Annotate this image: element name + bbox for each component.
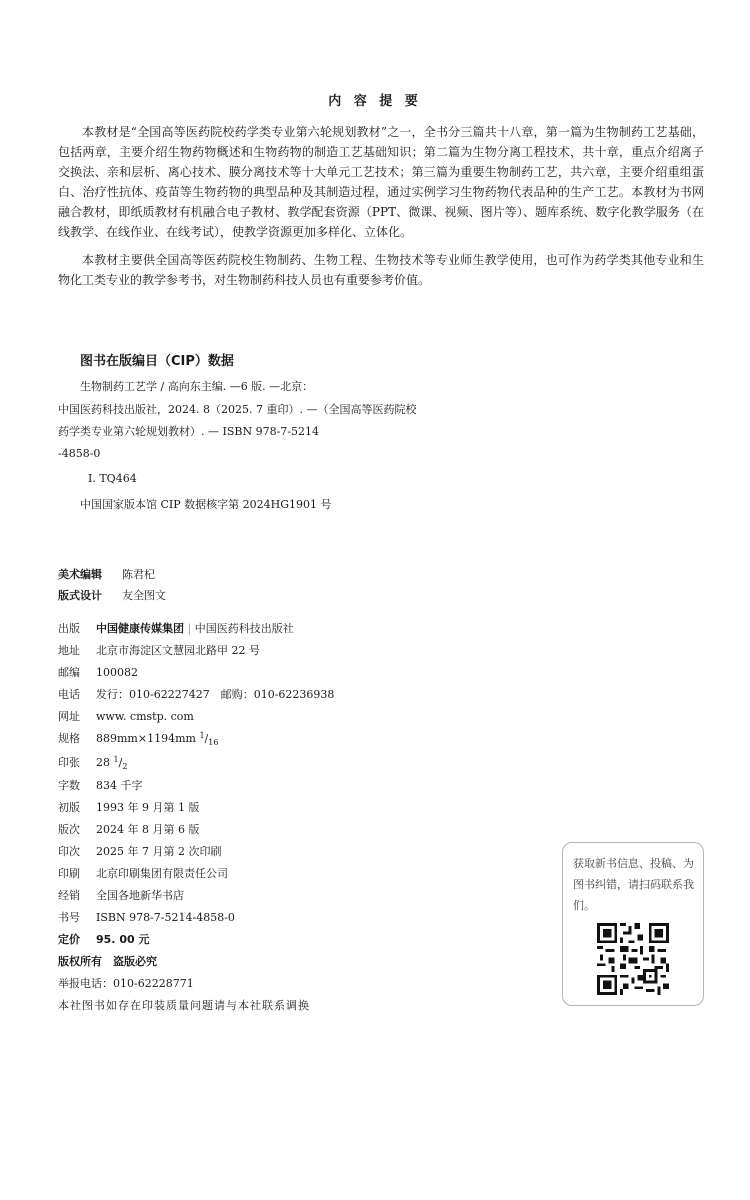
qr-code-icon[interactable]: [597, 923, 669, 995]
address-row: [58, 642, 260, 658]
phone-value: 发行：010-62227427 邮购：010-62236938: [96, 688, 335, 701]
website-label: 网址: [58, 710, 80, 723]
publisher-group: 中国健康传媒集团: [96, 622, 184, 635]
first-edition-label: 初版: [58, 801, 80, 814]
printing-value: 2025 年 7 月第 2 次印刷: [96, 845, 222, 858]
words-value: 834 千字: [96, 779, 143, 792]
website-row: [58, 708, 194, 724]
distributor-label: 经销: [58, 889, 80, 902]
format-row: 规格 889mm×1194mm $^1/_{16}$: [58, 731, 219, 747]
distributor-value: 全国各地新华书店: [96, 889, 184, 902]
summary-paragraph-1: 本教材是“全国高等医药院校药学类专业第六轮规划教材”之一，全书分三篇共十八章，第一篇为生物制药工艺基础，包括两章，主要介绍生物药物概述和生物药物的制造工艺基础知识；第二篇为生物分离工程技术，共十章，重点介绍离子交换法、亲和层析、离心技术、膜分离技术等十大单元工艺技术；第三篇为重要生物制药工艺，共六章，主要介绍重组蛋白、治疗性抗体、疫苗等生物药物的典型品种及其制造过程，通过实例学习生物药物代表品种的生产工艺。本教材为书网融合教材，即纸质教材有机融合电子教材、教学配套资源（PPT、微课、视频、图片等）、题库系统、数字化教学服务（在线教学、在线作业、在线考试），使教学资源更加多样化、立体化。: [58, 125, 704, 239]
publisher-name: 中国医药科技出版社: [194, 622, 294, 635]
sheets-label: 印张: [58, 756, 80, 769]
postcode-value: 100082: [96, 666, 138, 679]
cip-record-number: 中国国家版本馆 CIP 数据核字第 2024HG1901 号: [80, 498, 332, 511]
cip-line-1: 生物制药工艺学 / 高向东主编. —6 版. —北京：: [80, 380, 314, 393]
layout-design-label: 版式设计: [58, 589, 102, 602]
words-row: [58, 777, 143, 793]
printer-row: [58, 865, 228, 881]
printer-value: 北京印刷集团有限责任公司: [96, 867, 228, 880]
publisher-separator: |: [187, 622, 192, 635]
isbn-value: ISBN 978-7-5214-4858-0: [96, 911, 235, 924]
cip-line-3: 药学类专业第六轮规划教材）. — ISBN 978-7-5214: [58, 425, 319, 438]
edition-row: [58, 821, 199, 837]
address-label: 地址: [58, 644, 80, 657]
art-editor-row: [58, 566, 155, 582]
qr-contact-box: [562, 842, 704, 1006]
printing-label: 印次: [58, 845, 80, 858]
summary-title: 内 容 提 要: [328, 94, 422, 109]
layout-design-row: [58, 587, 166, 603]
summary-paragraph-2: 本教材主要供全国高等医药院校生物制药、生物工程、生物技术等专业师生教学使用，也可作为药学类其他专业和生物化工类专业的教学参考书，对生物制药科技人员也有重要参考价值。: [58, 253, 704, 287]
cip-line-2: 中国医药科技出版社，2024. 8（2025. 7 重印）. —（全国高等医药院校: [58, 403, 417, 416]
distributor-row: [58, 887, 184, 903]
format-value: 889mm×1194mm: [96, 732, 196, 745]
website-value: www. cmstp. com: [96, 710, 194, 723]
art-editor-label: 美术编辑: [58, 568, 102, 581]
sheets-numerator: 1: [113, 755, 119, 764]
words-label: 字数: [58, 779, 80, 792]
postcode-label: 邮编: [58, 666, 80, 679]
isbn-row: [58, 909, 235, 925]
layout-design-value: 友全图文: [122, 589, 166, 602]
price-value: 95. 00 元: [96, 933, 150, 946]
first-edition-value: 1993 年 9 月第 1 版: [96, 801, 200, 814]
sheets-value: 28: [96, 756, 110, 769]
postcode-row: [58, 664, 138, 680]
price-label: 定价: [58, 933, 80, 946]
cip-classification: Ⅰ. TQ464: [88, 472, 137, 485]
format-label: 规格: [58, 732, 80, 745]
price-row: [58, 931, 149, 947]
report-phone: 举报电话：010-62228771: [58, 977, 194, 990]
isbn-label: 书号: [58, 911, 80, 924]
cip-heading: 图书在版编目（CIP）数据: [80, 354, 234, 369]
printing-row: [58, 843, 221, 859]
publisher-label: 出版: [58, 622, 80, 635]
qr-contact-text: 获取新书信息、投稿、为图书纠错，请扫码联系我们。: [573, 857, 694, 912]
edition-label: 版次: [58, 823, 80, 836]
format-numerator: 1: [199, 731, 205, 740]
sheets-row: 印张 28 $^1/_2$: [58, 755, 128, 771]
edition-value: 2024 年 8 月第 6 版: [96, 823, 200, 836]
phone-row: [58, 686, 334, 702]
printer-label: 印刷: [58, 867, 80, 880]
copyright-notice: 版权所有 盗版必究: [58, 955, 157, 968]
quality-notice: 本社图书如存在印装质量问题请与本社联系调换: [58, 999, 310, 1012]
art-editor-value: 陈君杞: [122, 568, 155, 581]
cip-line-4: -4858-0: [58, 447, 101, 460]
phone-label: 电话: [58, 688, 80, 701]
publisher-row: [58, 620, 294, 636]
sheets-denominator: 2: [122, 762, 128, 771]
format-denominator: 16: [208, 738, 219, 747]
first-edition-row: [58, 799, 199, 815]
address-value: 北京市海淀区文慧园北路甲 22 号: [96, 644, 260, 657]
